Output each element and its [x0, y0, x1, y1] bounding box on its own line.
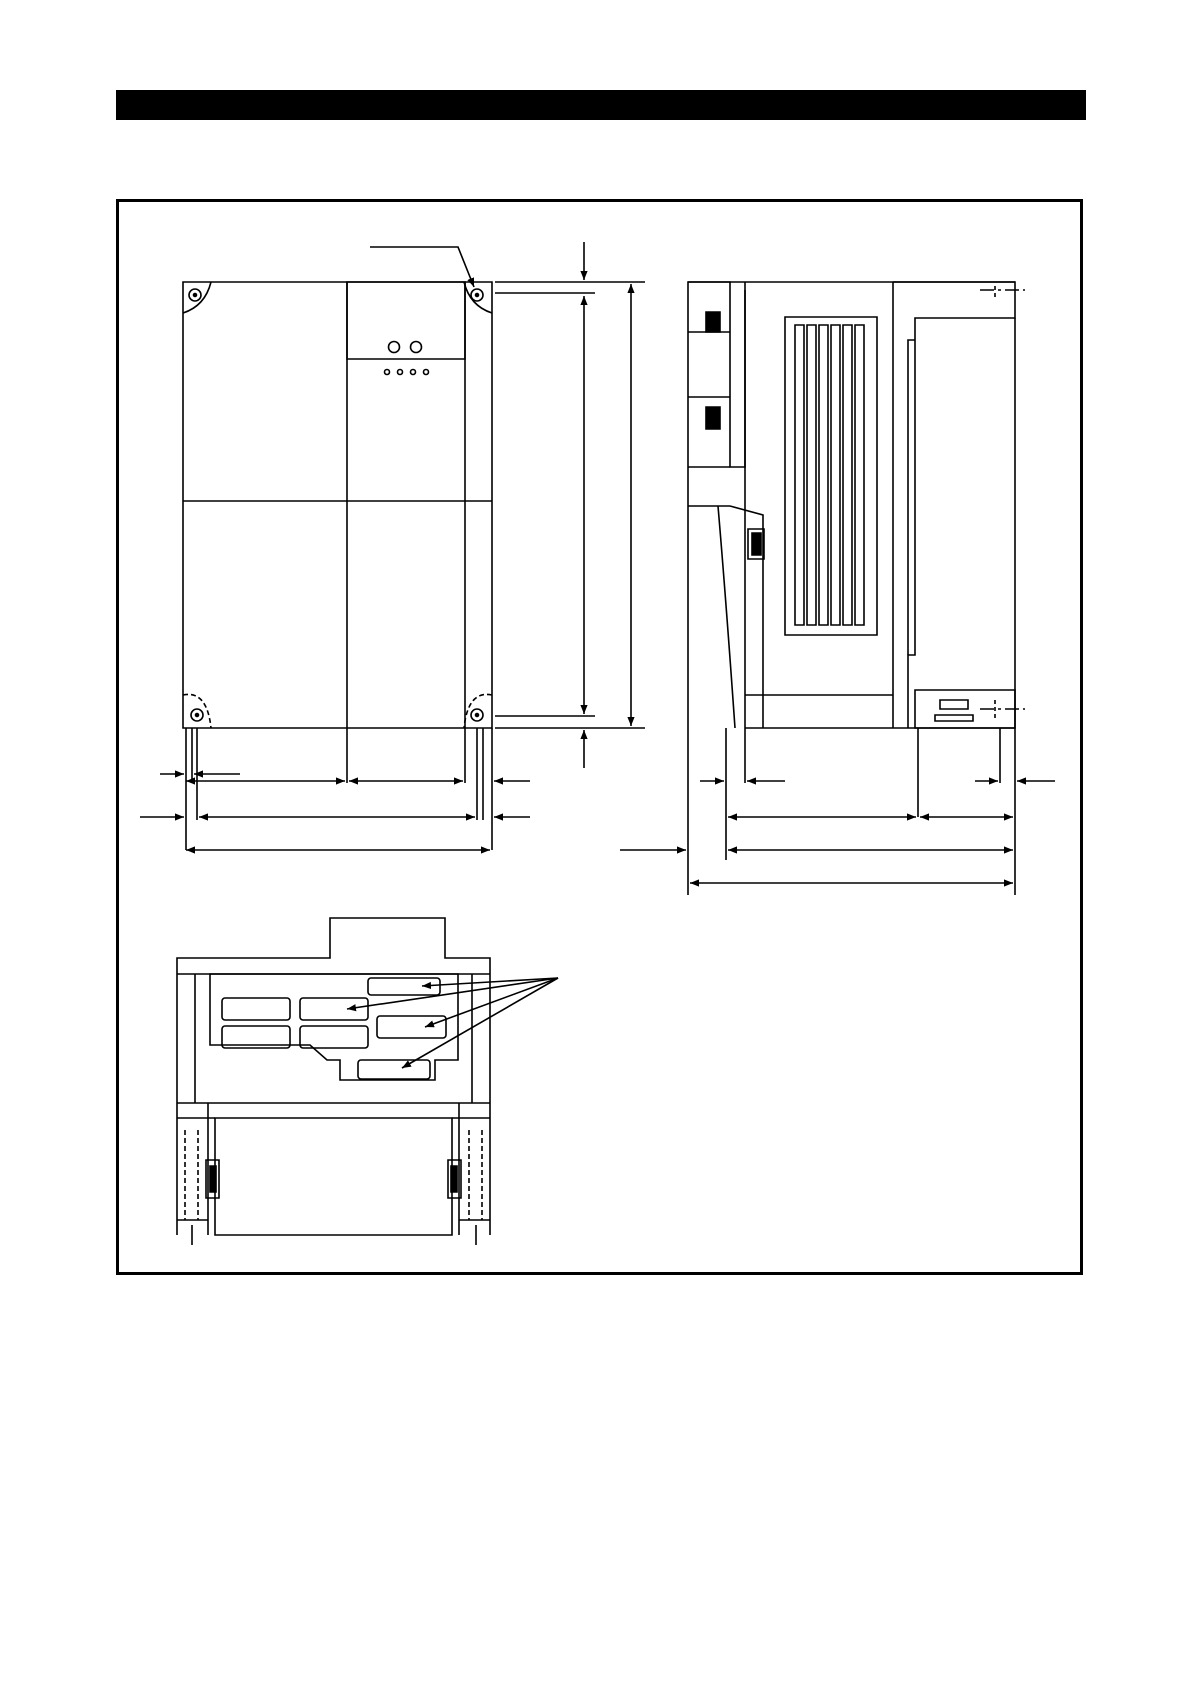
indicator-led: [411, 342, 422, 353]
wiring-knockout: [358, 1060, 430, 1079]
wiring-knockout: [368, 978, 440, 995]
front-body-outline: [183, 282, 492, 728]
side-view: [620, 282, 1055, 895]
indicator-led: [389, 342, 400, 353]
bottom-view: [177, 918, 558, 1245]
wiring-knockout: [300, 998, 368, 1020]
mounting-hole-leader: [370, 247, 474, 287]
operation-panel: [347, 282, 465, 359]
front-view: [140, 242, 645, 850]
side-clip: [706, 407, 720, 429]
side-clip: [706, 312, 720, 332]
wiring-knockout: [222, 998, 290, 1020]
knockout-leader-arrow: [402, 978, 558, 1068]
wiring-knockout: [377, 1016, 446, 1038]
knockout-leader-arrow: [347, 978, 558, 1009]
